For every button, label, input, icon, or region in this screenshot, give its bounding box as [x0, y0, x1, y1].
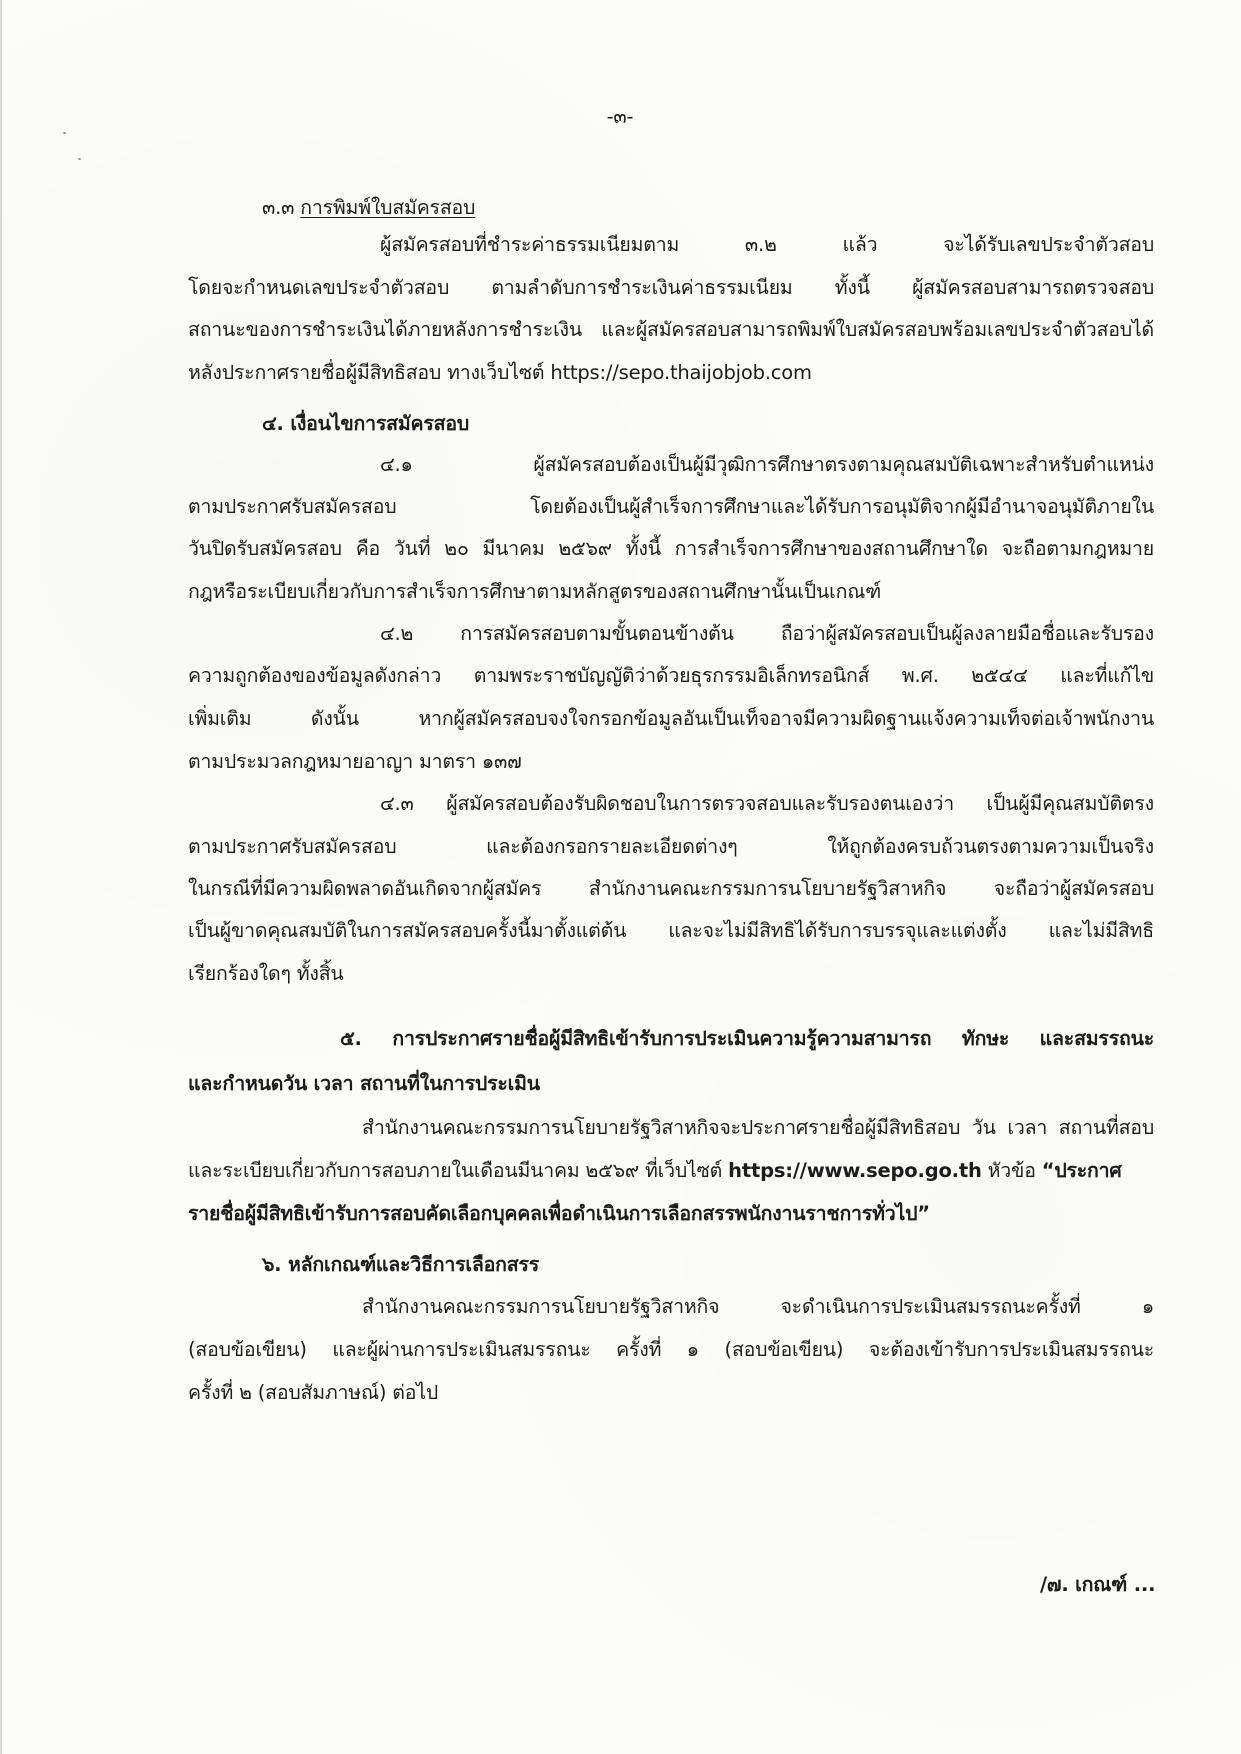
quoted-title-cont: รายชื่อผู้มีสิทธิเข้ารับการสอบคัดเลือกบุคคลเพื่อดำเนินการเลือกสรรพนักงานราชการทั่วไป” [188, 1202, 930, 1225]
section-6-heading: ๖. หลักเกณฑ์และวิธีการเลือกสรร [262, 1253, 539, 1276]
paragraph-line: (สอบข้อเขียน) และผู้ผ่านการประเมินสมรรถนะ ครั้งที่ ๑ (สอบข้อเขียน) จะต้องเข้ารับการประเมินสมรรถนะ [188, 1338, 1154, 1361]
paragraph-line: สำนักงานคณะกรรมการนโยบายรัฐวิสาหกิจจะประกาศรายชื่อผู้มีสิทธิสอบ วัน เวลา สถานที่สอบ [362, 1116, 1154, 1139]
text-span: และระเบียบเกี่ยวกับการสอบภายในเดือนมีนาคม ๒๕๖๙ ที่เว็บไซต์ [188, 1159, 729, 1182]
paragraph-line: เรียกร้องใดๆ ทั้งสิ้น [188, 962, 344, 985]
paragraph-line: ในกรณีที่มีความผิดพลาดอันเกิดจากผู้สมัคร สำนักงานคณะกรรมการนโยบายรัฐวิสาหกิจ จะถือว่าผู้สมัครสอบ [188, 877, 1154, 900]
paragraph-line: ครั้งที่ ๒ (สอบสัมภาษณ์) ต่อไป [188, 1381, 439, 1404]
section-5-heading-cont: และกำหนดวัน เวลา สถานที่ในการประเมิน [188, 1072, 540, 1095]
paragraph-line [188, 1158, 1122, 1184]
scan-speck [78, 158, 81, 160]
paragraph-line: วันปิดรับสมัครสอบ คือ วันที่ ๒๐ มีนาคม ๒๕๖๙ ทั้งนี้ การสำเร็จการศึกษาของสถานศึกษาใด จะถือตามกฎหมาย [188, 537, 1154, 560]
section-5-heading: ๕. การประกาศรายชื่อผู้มีสิทธิเข้ารับการประเมินความรู้ความสามารถ ทักษะ และสมรรถนะ [340, 1027, 1154, 1050]
paragraph-line: ๔.๑ ผู้สมัครสอบต้องเป็นผู้มีวุฒิการศึกษาตรงตามคุณสมบัติเฉพาะสำหรับตำแหน่ง [380, 453, 1154, 476]
paragraph-line: ๔.๒ การสมัครสอบตามขั้นตอนข้างต้น ถือว่าผู้สมัครสอบเป็นผู้ลงลายมือชื่อและรับรอง [380, 622, 1154, 645]
paragraph-line: หลังประกาศรายชื่อผู้มีสิทธิสอบ ทางเว็บไซต์ https://sepo.thaijobjob.com [188, 361, 812, 384]
paragraph-line: ตามประกาศรับสมัครสอบ โดยต้องเป็นผู้สำเร็จการศึกษาและได้รับการอนุมัติจากผู้มีอำนาจอนุมัติภายใน [188, 495, 1154, 518]
page-number: -๓- [606, 105, 634, 128]
paragraph-line: ผู้สมัครสอบที่ชำระค่าธรรมเนียมตาม ๓.๒ แล้ว จะได้รับเลขประจำตัวสอบ [380, 233, 1154, 256]
continuation-marker: /๗. เกณฑ์ ... [1040, 1573, 1156, 1596]
scan-edge [0, 0, 2, 1754]
paragraph-line: กฎหรือระเบียบเกี่ยวกับการสำเร็จการศึกษาตามหลักสูตรของสถานศึกษานั้นเป็นเกณฑ์ [188, 580, 882, 603]
paragraph-line: สำนักงานคณะกรรมการนโยบายรัฐวิสาหกิจ จะดำเนินการประเมินสมรรถนะครั้งที่ ๑ [362, 1295, 1154, 1318]
section-number: ๓.๓ [262, 196, 295, 219]
sepo-website-link[interactable]: https://www.sepo.go.th [728, 1159, 982, 1182]
paragraph-line: เพิ่มเติม ดังนั้น หากผู้สมัครสอบจงใจกรอกข้อมูลอันเป็นเท็จอาจมีความผิดฐานแจ้งความเท็จต่อเจ้าพนักงาน [188, 707, 1154, 730]
paragraph-line: ตามประกาศรับสมัครสอบ และต้องกรอกรายละเอียดต่างๆ ให้ถูกต้องครบถ้วนตรงตามความเป็นจริง [188, 835, 1154, 858]
section-title: การพิมพ์ใบสมัครสอบ [300, 196, 476, 219]
paragraph-line: เป็นผู้ขาดคุณสมบัติในการสมัครสอบครั้งนี้มาตั้งแต่ต้น และจะไม่มีสิทธิได้รับการบรรจุและแต่งตั้ง และไม่มีสิทธิ [188, 919, 1154, 942]
paragraph-line: โดยจะกำหนดเลขประจำตัวสอบ ตามลำดับการชำระเงินค่าธรรมเนียม ทั้งนี้ ผู้สมัครสอบสามารถตรวจสอบ [188, 276, 1155, 299]
paragraph-line: ความถูกต้องของข้อมูลดังกล่าว ตามพระราชบัญญัติว่าด้วยธุรกรรมอิเล็กทรอนิกส์ พ.ศ. ๒๕๔๔ และที่แก้ไข [188, 664, 1154, 687]
paragraph-line: ๔.๓ ผู้สมัครสอบต้องรับผิดชอบในการตรวจสอบและรับรองตนเองว่า เป็นผู้มีคุณสมบัติตรง [380, 792, 1154, 815]
scan-speck [63, 132, 66, 134]
section-3-3-heading [262, 195, 475, 221]
paragraph-line: ตามประมวลกฎหมายอาญา มาตรา ๑๓๗ [188, 750, 522, 773]
section-4-heading: ๔. เงื่อนไขการสมัครสอบ [262, 412, 470, 435]
text-span: หัวข้อ [981, 1159, 1042, 1182]
quoted-title: “ประกาศ [1041, 1159, 1122, 1182]
paragraph-line: สถานะของการชำระเงินได้ภายหลังการชำระเงิน และผู้สมัครสอบสามารถพิมพ์ใบสมัครสอบพร้อมเลขประจำตัวสอบได้ [188, 318, 1154, 341]
